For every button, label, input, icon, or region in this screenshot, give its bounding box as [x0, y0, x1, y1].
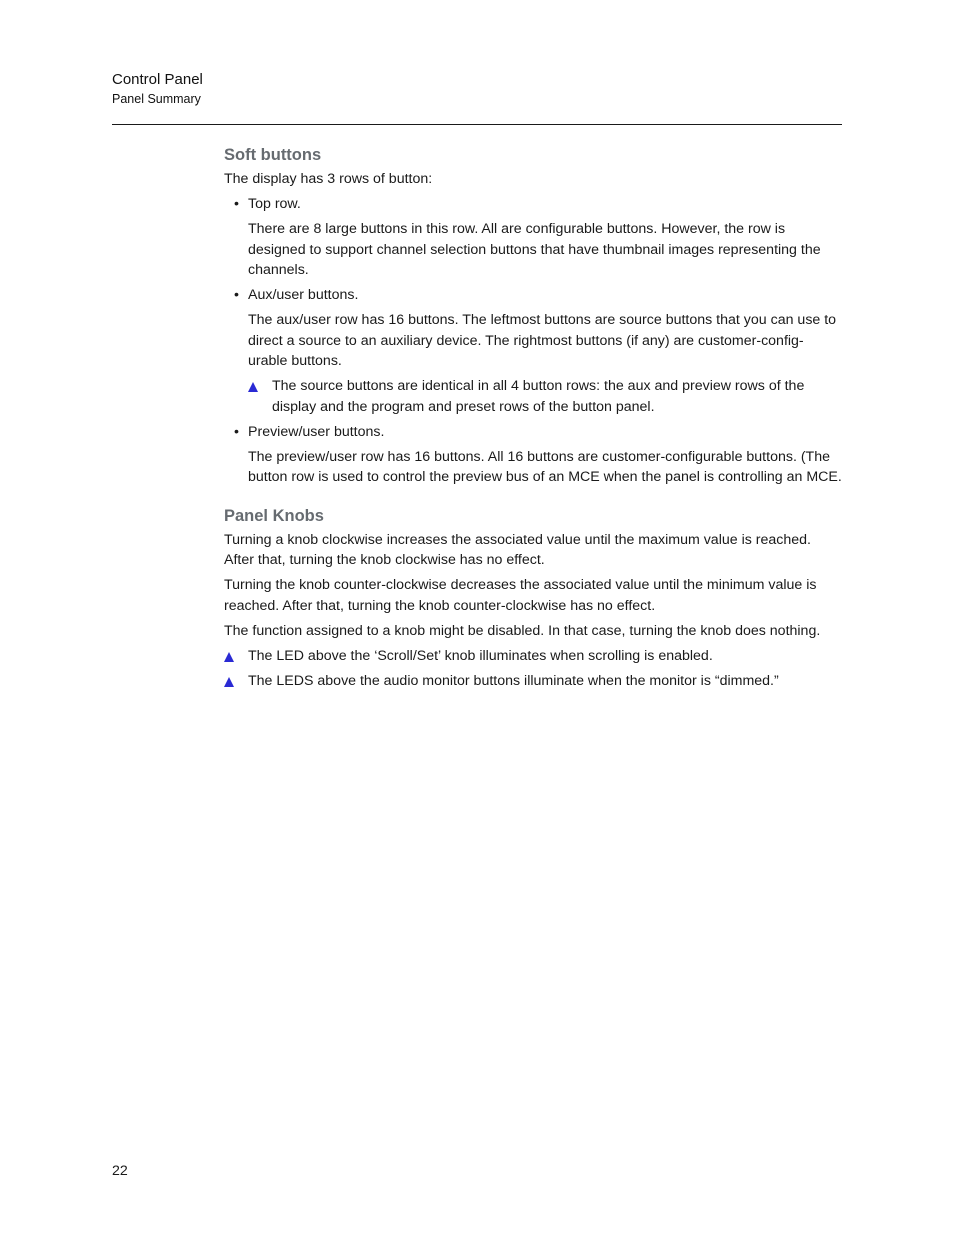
- bullet-label: Top row.: [248, 196, 301, 212]
- bullet-description: The aux/user row has 16 buttons. The leftmost buttons are source buttons that you can use to direct a source to an auxiliary device. The rightmost buttons (if any) are customer-config-urable buttons.: [248, 312, 837, 369]
- soft-buttons-intro: The display has 3 rows of button:: [224, 171, 433, 187]
- bullet-label: Aux/user buttons.: [248, 287, 359, 303]
- warning-triangle-icon: [224, 677, 234, 687]
- bullet-glyph: •: [234, 423, 239, 440]
- paragraph: The function assigned to a knob might be disabled. In that case, turning the knob does nothing.: [224, 622, 821, 639]
- bullet-label: Preview/user buttons.: [248, 423, 385, 440]
- paragraph: Turning a knob clockwise increases the associated value until the maximum value is reached. After that, turning the knob clockwise has no effect.: [224, 531, 811, 568]
- warning-triangle-icon: [224, 652, 234, 662]
- section-title: Panel Summary: [112, 92, 201, 106]
- page-body: [224, 144, 842, 696]
- note-text: The LEDS above the audio monitor buttons illuminate when the monitor is “dimmed.”: [248, 672, 779, 689]
- note: [224, 671, 842, 692]
- panel-knobs-heading: Panel Knobs: [224, 506, 324, 525]
- warning-triangle-icon: [248, 382, 258, 392]
- page-number: 22: [112, 1163, 128, 1179]
- list-item: [224, 194, 842, 215]
- bullet-glyph: •: [234, 287, 239, 303]
- bullet-description: There are 8 large buttons in this row. All are configurable buttons. However, the row is designed to support channel selection buttons that have thumbnail images representing the channels.: [248, 221, 821, 278]
- chapter-title: Control Panel: [112, 71, 203, 88]
- note: [248, 376, 842, 417]
- soft-buttons-heading: Soft buttons: [224, 146, 322, 164]
- bullet-glyph: •: [234, 196, 239, 212]
- list-item: [224, 285, 842, 306]
- note-text: The LED above the ‘Scroll/Set’ knob illuminates when scrolling is enabled.: [248, 647, 713, 664]
- list-item: [224, 422, 842, 443]
- bullet-description: The preview/user row has 16 buttons. All 16 buttons are customer-configurable buttons. (The button row is used to control the preview bus of an MCE when the panel is controlling an MCE.: [248, 448, 842, 485]
- note: [224, 646, 842, 667]
- paragraph: Turning the knob counter-clockwise decreases the associated value until the minimum value is reached. After that, turning the knob counter-clockwise has no effect.: [224, 577, 817, 614]
- header-rule: [112, 124, 842, 125]
- running-header: [112, 70, 203, 108]
- note-text: The source buttons are identical in all 4 button rows: the aux and preview rows of the display and the program and preset rows of the button panel.: [272, 378, 805, 415]
